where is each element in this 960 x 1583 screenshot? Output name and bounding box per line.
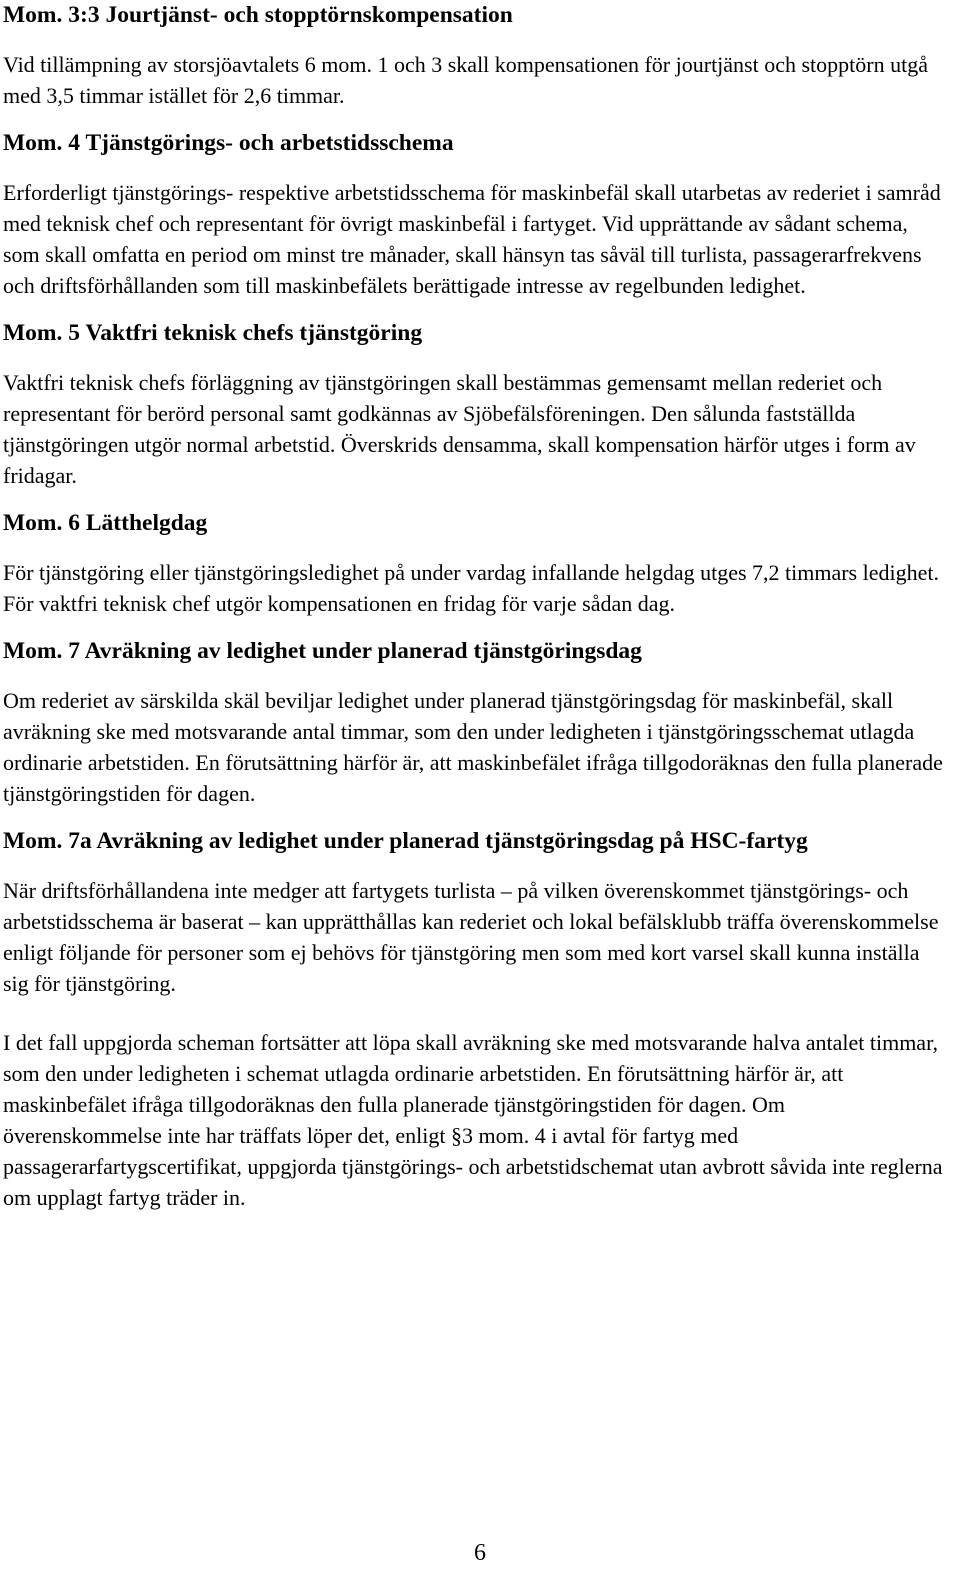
section-paragraph: För tjänstgöring eller tjänstgöringsledighet på under vardag infallande helgdag utges 7,2 timmars ledighet. För vaktfri teknisk chef utgör kompensationen en fridag för varje sådan dag. bbox=[3, 560, 939, 616]
section-paragraph: När driftsförhållandena inte medger att fartygets turlista – på vilken överenskommet tjänstgörings- och arbetstidsschema är baserat – kan upprätthållas kan rederiet och lokal befälsklubb träffa överenskommelse enligt följande för personer som ej behövs för tjänstgöring men som med kort varsel skall kunna inställa sig för tjänstgöring. bbox=[3, 878, 939, 996]
section-paragraph: Erforderligt tjänstgörings- respektive arbetstidsschema för maskinbefäl skall utarbetas av rederiet i samråd med teknisk chef och representant för övrigt maskinbefäl i fartyget. Vid upprättande av sådant schema, som skall omfatta en period om minst tre månader, skall hänsyn tas såväl till turlista, passagerarfrekvens och driftsförhållanden som till maskinbefälets berättigade intresse av regelbunden ledighet. bbox=[3, 180, 941, 298]
section-paragraph: Om rederiet av särskilda skäl beviljar ledighet under planerad tjänstgöringsdag för maskinbefäl, skall avräkning ske med motsvarande antal timmar, som den under ledigheten i tjänstgöringsschemat utlagda ordinarie arbetstiden. En förutsättning härför är, att maskinbefälet ifråga tillgodoräknas den fulla planerade tjänstgöringstiden för dagen. bbox=[3, 688, 943, 806]
section-heading: Mom. 4 Tjänstgörings- och arbetstidsschema bbox=[3, 130, 454, 156]
section-paragraph: Vid tillämpning av storsjöavtalets 6 mom. 1 och 3 skall kompensationen för jourtjänst och stopptörn utgå med 3,5 timmar istället för 2,6 timmar. bbox=[3, 52, 928, 108]
page-number: 6 bbox=[474, 1540, 486, 1566]
section-heading: Mom. 7 Avräkning av ledighet under planerad tjänstgöringsdag bbox=[3, 638, 642, 664]
section-heading: Mom. 7a Avräkning av ledighet under planerad tjänstgöringsdag på HSC-fartyg bbox=[3, 828, 808, 854]
section-heading: Mom. 6 Lätthelgdag bbox=[3, 510, 208, 536]
section-heading: Mom. 3:3 Jourtjänst- och stopptörnskompensation bbox=[3, 2, 513, 28]
section-paragraph: I det fall uppgjorda scheman fortsätter att löpa skall avräkning ske med motsvarande halva antalet timmar, som den under ledigheten i schemat utlagda ordinarie arbetstiden. En förutsättning härför är, att maskinbefälet ifråga tillgodoräknas den fulla planerade tjänstgöringstiden för dagen. Om överenskommelse inte har träffats löper det, enligt §3 mom. 4 i avtal för fartyg med passagerarfartygscertifikat, uppgjorda tjänstgörings- och arbetstidschemat utan avbrott såvida inte reglerna om upplagt fartyg träder in. bbox=[3, 1030, 943, 1210]
document-body bbox=[3, 0, 948, 1213]
section-heading: Mom. 5 Vaktfri teknisk chefs tjänstgöring bbox=[3, 320, 423, 346]
section-paragraph: Vaktfri teknisk chefs förläggning av tjänstgöringen skall bestämmas gemensamt mellan rederiet och representant för berörd personal samt godkännas av Sjöbefälsföreningen. Den sålunda fastställda tjänstgöringen utgör normal arbetstid. Överskrids densamma, skall kompensation härför utges i form av fridagar. bbox=[3, 370, 916, 488]
